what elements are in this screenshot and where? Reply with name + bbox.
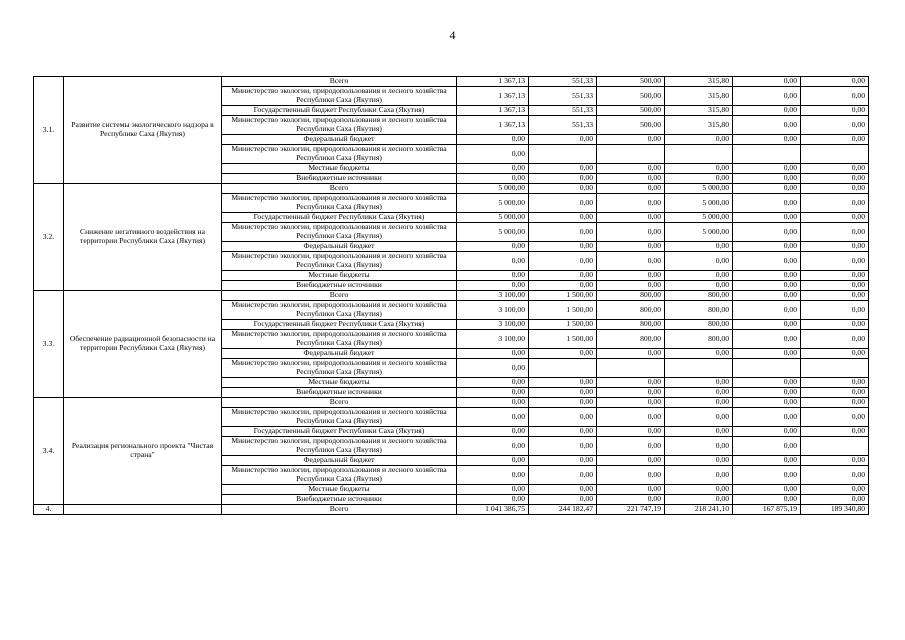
amount-cell: 0,00 — [801, 116, 869, 135]
amount-cell: 0,00 — [801, 456, 869, 466]
amount-cell: 0,00 — [597, 427, 665, 437]
funding-source: Государственный бюджет Республики Саха (Якутия) — [222, 106, 457, 116]
funding-source: Местные бюджеты — [222, 378, 457, 388]
amount-cell: 0,00 — [801, 349, 869, 359]
amount-cell: 5 000,00 — [457, 184, 529, 194]
amount-cell — [733, 145, 801, 164]
amount-cell: 3 100,00 — [457, 291, 529, 301]
amount-cell: 0,00 — [597, 495, 665, 505]
amount-cell: 0,00 — [457, 495, 529, 505]
amount-cell: 0,00 — [529, 281, 597, 291]
amount-cell: 0,00 — [801, 408, 869, 427]
amount-cell: 0,00 — [733, 495, 801, 505]
amount-cell: 5 000,00 — [665, 223, 733, 242]
amount-cell: 0,00 — [733, 194, 801, 213]
amount-cell: 800,00 — [665, 301, 733, 320]
amount-cell: 0,00 — [733, 135, 801, 145]
funding-source: Всего — [222, 77, 457, 87]
amount-cell: 0,00 — [529, 388, 597, 398]
section-number: 3.2. — [34, 184, 64, 291]
amount-cell: 0,00 — [597, 174, 665, 184]
amount-cell: 0,00 — [457, 456, 529, 466]
amount-cell: 551,33 — [529, 116, 597, 135]
amount-cell: 0,00 — [597, 378, 665, 388]
amount-cell: 0,00 — [733, 320, 801, 330]
amount-cell: 0,00 — [733, 184, 801, 194]
amount-cell: 0,00 — [597, 485, 665, 495]
amount-cell: 0,00 — [665, 495, 733, 505]
amount-cell: 0,00 — [457, 164, 529, 174]
amount-cell: 0,00 — [665, 378, 733, 388]
amount-cell: 0,00 — [801, 194, 869, 213]
amount-cell: 1 367,13 — [457, 116, 529, 135]
amount-cell: 0,00 — [529, 242, 597, 252]
amount-cell: 0,00 — [733, 271, 801, 281]
page-number: 4 — [449, 28, 456, 42]
amount-cell: 0,00 — [457, 271, 529, 281]
funding-source: Министерство экологии, природопользования и лесного хозяйства Республики Саха (Якутия) — [222, 408, 457, 427]
amount-cell: 0,00 — [529, 378, 597, 388]
amount-cell: 0,00 — [733, 388, 801, 398]
amount-cell: 1 500,00 — [529, 291, 597, 301]
amount-cell: 315,80 — [665, 116, 733, 135]
amount-cell — [801, 145, 869, 164]
table-row — [34, 77, 869, 87]
amount-cell: 315,80 — [665, 87, 733, 106]
amount-cell: 0,00 — [529, 135, 597, 145]
amount-cell: 0,00 — [733, 281, 801, 291]
amount-cell: 0,00 — [801, 213, 869, 223]
amount-cell: 0,00 — [801, 252, 869, 271]
funding-source: Всего — [222, 505, 457, 515]
amount-cell: 0,00 — [733, 456, 801, 466]
amount-cell: 0,00 — [665, 456, 733, 466]
amount-cell: 0,00 — [801, 135, 869, 145]
funding-source: Внебюджетные источники — [222, 281, 457, 291]
amount-cell: 0,00 — [801, 242, 869, 252]
amount-cell: 0,00 — [801, 271, 869, 281]
amount-cell: 0,00 — [733, 408, 801, 427]
amount-cell: 0,00 — [801, 106, 869, 116]
amount-cell — [529, 145, 597, 164]
amount-cell: 1 041 386,75 — [457, 505, 529, 515]
amount-cell: 0,00 — [733, 437, 801, 456]
amount-cell: 0,00 — [457, 174, 529, 184]
amount-cell: 5 000,00 — [457, 223, 529, 242]
amount-cell: 0,00 — [801, 427, 869, 437]
amount-cell: 0,00 — [597, 194, 665, 213]
amount-cell: 0,00 — [457, 437, 529, 456]
amount-cell: 1 367,13 — [457, 106, 529, 116]
amount-cell: 0,00 — [733, 291, 801, 301]
amount-cell: 5 000,00 — [457, 213, 529, 223]
amount-cell: 0,00 — [733, 398, 801, 408]
amount-cell: 0,00 — [665, 349, 733, 359]
amount-cell: 0,00 — [733, 378, 801, 388]
amount-cell: 0,00 — [457, 378, 529, 388]
amount-cell: 0,00 — [597, 398, 665, 408]
amount-cell: 0,00 — [529, 271, 597, 281]
total-row — [34, 505, 869, 515]
total-name — [64, 505, 222, 515]
amount-cell: 0,00 — [801, 378, 869, 388]
amount-cell — [597, 359, 665, 378]
amount-cell: 3 100,00 — [457, 330, 529, 349]
amount-cell: 0,00 — [457, 388, 529, 398]
amount-cell: 0,00 — [733, 213, 801, 223]
amount-cell: 0,00 — [665, 437, 733, 456]
amount-cell: 0,00 — [733, 77, 801, 87]
amount-cell: 0,00 — [529, 466, 597, 485]
amount-cell: 0,00 — [529, 223, 597, 242]
amount-cell: 0,00 — [529, 437, 597, 456]
amount-cell: 0,00 — [733, 427, 801, 437]
amount-cell — [665, 145, 733, 164]
funding-source: Министерство экологии, природопользования и лесного хозяйства Республики Саха (Якутия) — [222, 145, 457, 164]
amount-cell — [801, 437, 869, 456]
section-name: Реализация регионального проекта "Чистая страна" — [64, 398, 222, 505]
amount-cell: 0,00 — [529, 408, 597, 427]
funding-source: Министерство экологии, природопользования и лесного хозяйства Республики Саха (Якутия) — [222, 223, 457, 242]
amount-cell: 500,00 — [597, 106, 665, 116]
amount-cell: 315,80 — [665, 77, 733, 87]
amount-cell: 0,00 — [665, 271, 733, 281]
amount-cell — [597, 145, 665, 164]
amount-cell: 5 000,00 — [457, 194, 529, 213]
amount-cell: 0,00 — [597, 408, 665, 427]
amount-cell — [733, 359, 801, 378]
amount-cell: 0,00 — [665, 135, 733, 145]
amount-cell: 0,00 — [457, 145, 529, 164]
amount-cell: 0,00 — [597, 281, 665, 291]
amount-cell: 244 182,47 — [529, 505, 597, 515]
section-name: Снижение негативного воздействия на территории Республики Саха (Якутия) — [64, 184, 222, 291]
amount-cell: 0,00 — [665, 174, 733, 184]
funding-source: Государственный бюджет Республики Саха (Якутия) — [222, 320, 457, 330]
amount-cell: 0,00 — [529, 485, 597, 495]
amount-cell: 0,00 — [529, 174, 597, 184]
funding-source: Государственный бюджет Республики Саха (Якутия) — [222, 213, 457, 223]
amount-cell: 218 241,10 — [665, 505, 733, 515]
amount-cell: 0,00 — [457, 485, 529, 495]
amount-cell: 5 000,00 — [665, 194, 733, 213]
amount-cell: 0,00 — [457, 466, 529, 485]
amount-cell: 0,00 — [801, 87, 869, 106]
funding-source: Местные бюджеты — [222, 485, 457, 495]
amount-cell: 0,00 — [529, 495, 597, 505]
amount-cell: 0,00 — [801, 330, 869, 349]
amount-cell: 0,00 — [529, 194, 597, 213]
amount-cell: 0,00 — [733, 242, 801, 252]
amount-cell: 189 340,80 — [801, 505, 869, 515]
amount-cell: 0,00 — [665, 427, 733, 437]
amount-cell: 0,00 — [801, 174, 869, 184]
total-number: 4. — [34, 505, 64, 515]
amount-cell: 0,00 — [733, 87, 801, 106]
amount-cell: 0,00 — [733, 330, 801, 349]
funding-source: Местные бюджеты — [222, 164, 457, 174]
amount-cell: 0,00 — [665, 485, 733, 495]
amount-cell: 0,00 — [801, 291, 869, 301]
amount-cell: 0,00 — [733, 466, 801, 485]
funding-source: Федеральный бюджет — [222, 135, 457, 145]
amount-cell: 0,00 — [801, 466, 869, 485]
amount-cell: 0,00 — [529, 349, 597, 359]
amount-cell: 0,00 — [597, 164, 665, 174]
funding-source: Государственный бюджет Республики Саха (Якутия) — [222, 427, 457, 437]
funding-source: Внебюджетные источники — [222, 495, 457, 505]
amount-cell: 0,00 — [597, 135, 665, 145]
amount-cell: 0,00 — [801, 398, 869, 408]
amount-cell: 0,00 — [457, 252, 529, 271]
amount-cell: 551,33 — [529, 87, 597, 106]
amount-cell: 0,00 — [597, 252, 665, 271]
amount-cell: 0,00 — [529, 456, 597, 466]
amount-cell: 0,00 — [801, 301, 869, 320]
amount-cell: 0,00 — [665, 252, 733, 271]
amount-cell: 5 000,00 — [665, 184, 733, 194]
amount-cell: 551,33 — [529, 77, 597, 87]
amount-cell: 500,00 — [597, 77, 665, 87]
amount-cell: 0,00 — [733, 106, 801, 116]
amount-cell: 0,00 — [665, 388, 733, 398]
funding-source: Министерство экологии, природопользования и лесного хозяйства Республики Саха (Якутия) — [222, 359, 457, 378]
section-number: 3.1. — [34, 77, 64, 184]
funding-source: Министерство экологии, природопользования и лесного хозяйства Республики Саха (Якутия) — [222, 116, 457, 135]
amount-cell: 0,00 — [801, 320, 869, 330]
amount-cell: 0,00 — [457, 281, 529, 291]
amount-cell: 551,33 — [529, 106, 597, 116]
section-name: Развитие системы экологического надзора в Республике Саха (Якутия) — [64, 77, 222, 184]
amount-cell: 1 500,00 — [529, 301, 597, 320]
amount-cell — [665, 359, 733, 378]
funding-source: Министерство экологии, природопользования и лесного хозяйства Республики Саха (Якутия) — [222, 437, 457, 456]
amount-cell: 0,00 — [665, 164, 733, 174]
amount-cell: 0,00 — [597, 437, 665, 456]
funding-source: Министерство экологии, природопользования и лесного хозяйства Республики Саха (Якутия) — [222, 301, 457, 320]
funding-source: Федеральный бюджет — [222, 349, 457, 359]
amount-cell: 800,00 — [597, 330, 665, 349]
amount-cell: 0,00 — [457, 427, 529, 437]
amount-cell: 0,00 — [665, 408, 733, 427]
table-row — [34, 184, 869, 194]
amount-cell: 0,00 — [529, 252, 597, 271]
amount-cell: 0,00 — [597, 388, 665, 398]
amount-cell: 0,00 — [597, 184, 665, 194]
amount-cell: 0,00 — [733, 252, 801, 271]
amount-cell — [529, 359, 597, 378]
amount-cell: 221 747,19 — [597, 505, 665, 515]
amount-cell: 1 367,13 — [457, 77, 529, 87]
amount-cell: 0,00 — [733, 116, 801, 135]
amount-cell: 0,00 — [733, 164, 801, 174]
amount-cell: 0,00 — [597, 242, 665, 252]
amount-cell: 0,00 — [597, 349, 665, 359]
amount-cell: 0,00 — [665, 242, 733, 252]
section-name: Обеспечение радиационной безопасности на территории Республики Саха (Якутия) — [64, 291, 222, 398]
amount-cell: 0,00 — [801, 164, 869, 174]
amount-cell: 1 500,00 — [529, 330, 597, 349]
funding-source: Всего — [222, 291, 457, 301]
amount-cell — [801, 359, 869, 378]
amount-cell: 0,00 — [529, 164, 597, 174]
amount-cell: 0,00 — [665, 281, 733, 291]
amount-cell: 0,00 — [597, 213, 665, 223]
amount-cell: 800,00 — [665, 291, 733, 301]
section-number: 3.4. — [34, 398, 64, 505]
amount-cell: 0,00 — [733, 223, 801, 242]
amount-cell: 0,00 — [597, 271, 665, 281]
amount-cell: 0,00 — [801, 223, 869, 242]
funding-source: Внебюджетные источники — [222, 388, 457, 398]
funding-source: Министерство экологии, природопользования и лесного хозяйства Республики Саха (Якутия) — [222, 466, 457, 485]
amount-cell: 0,00 — [733, 174, 801, 184]
amount-cell: 0,00 — [801, 495, 869, 505]
amount-cell: 0,00 — [457, 359, 529, 378]
amount-cell: 167 875,19 — [733, 505, 801, 515]
amount-cell: 3 100,00 — [457, 301, 529, 320]
funding-source: Министерство экологии, природопользования и лесного хозяйства Республики Саха (Якутия) — [222, 330, 457, 349]
amount-cell: 0,00 — [665, 466, 733, 485]
amount-cell: 0,00 — [597, 466, 665, 485]
amount-cell: 0,00 — [457, 408, 529, 427]
amount-cell: 0,00 — [457, 398, 529, 408]
amount-cell: 3 100,00 — [457, 320, 529, 330]
funding-source: Внебюджетные источники — [222, 174, 457, 184]
amount-cell: 5 000,00 — [665, 213, 733, 223]
amount-cell: 0,00 — [801, 485, 869, 495]
amount-cell: 315,80 — [665, 106, 733, 116]
amount-cell: 0,00 — [801, 77, 869, 87]
amount-cell: 800,00 — [665, 320, 733, 330]
funding-source: Всего — [222, 398, 457, 408]
amount-cell: 500,00 — [597, 116, 665, 135]
amount-cell: 800,00 — [665, 330, 733, 349]
amount-cell: 0,00 — [597, 456, 665, 466]
amount-cell: 0,00 — [801, 281, 869, 291]
amount-cell: 0,00 — [529, 213, 597, 223]
amount-cell: 0,00 — [529, 398, 597, 408]
amount-cell: 0,00 — [801, 184, 869, 194]
amount-cell: 500,00 — [597, 87, 665, 106]
amount-cell: 1 367,13 — [457, 87, 529, 106]
amount-cell: 800,00 — [597, 291, 665, 301]
financing-table — [33, 76, 869, 515]
amount-cell: 0,00 — [733, 485, 801, 495]
amount-cell: 1 500,00 — [529, 320, 597, 330]
funding-source: Министерство экологии, природопользования и лесного хозяйства Республики Саха (Якутия) — [222, 194, 457, 213]
amount-cell: 0,00 — [665, 398, 733, 408]
amount-cell: 0,00 — [597, 223, 665, 242]
funding-source: Федеральный бюджет — [222, 242, 457, 252]
amount-cell: 0,00 — [457, 242, 529, 252]
table-row — [34, 291, 869, 301]
amount-cell: 800,00 — [597, 301, 665, 320]
section-number: 3.3. — [34, 291, 64, 398]
amount-cell: 0,00 — [529, 427, 597, 437]
table-row — [34, 398, 869, 408]
amount-cell: 0,00 — [801, 388, 869, 398]
amount-cell: 0,00 — [733, 301, 801, 320]
amount-cell: 0,00 — [733, 349, 801, 359]
amount-cell: 0,00 — [529, 184, 597, 194]
funding-source: Министерство экологии, природопользования и лесного хозяйства Республики Саха (Якутия) — [222, 87, 457, 106]
amount-cell: 0,00 — [457, 349, 529, 359]
funding-source: Всего — [222, 184, 457, 194]
amount-cell: 800,00 — [597, 320, 665, 330]
amount-cell: 0,00 — [457, 135, 529, 145]
funding-source: Местные бюджеты — [222, 271, 457, 281]
funding-source: Министерство экологии, природопользования и лесного хозяйства Республики Саха (Якутия) — [222, 252, 457, 271]
funding-source: Федеральный бюджет — [222, 456, 457, 466]
